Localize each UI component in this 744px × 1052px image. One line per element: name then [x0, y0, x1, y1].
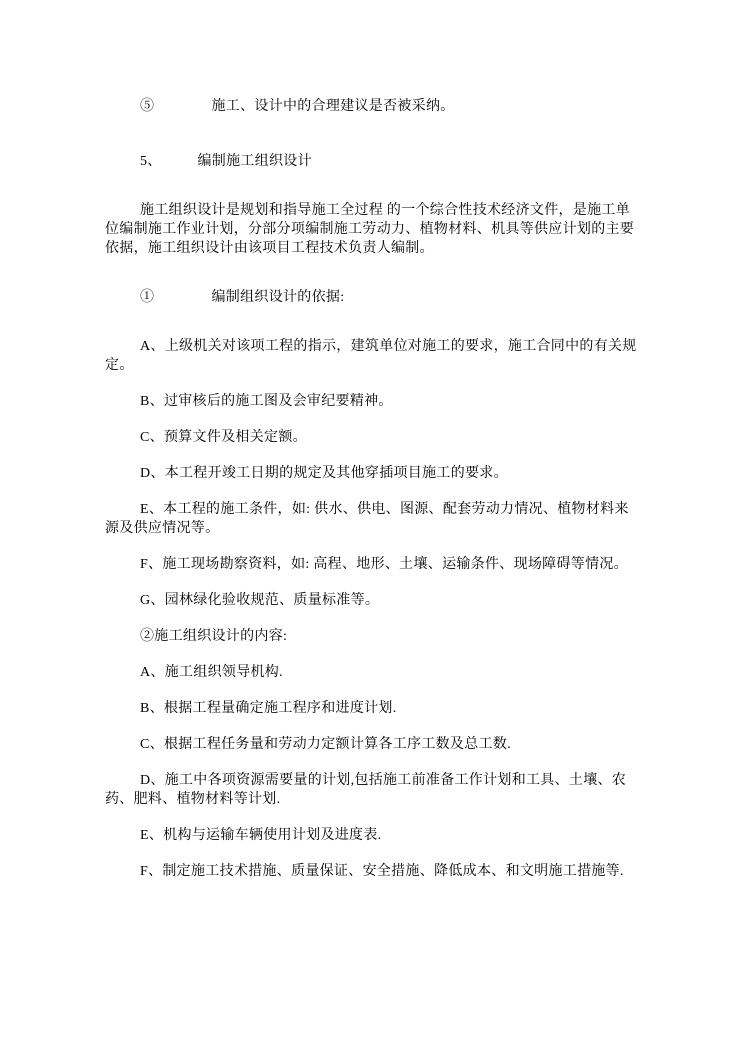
section-heading-5: 5、 编制施工组织设计	[140, 154, 312, 169]
basis-item-g: G、园林绿化验收规范、质量标准等。	[140, 593, 380, 608]
content-item-b: B、根据工程量确定施工程序和进度计划.	[140, 701, 397, 716]
basis-item-b: B、过审核后的施工图及会审纪要精神。	[140, 394, 393, 409]
content-item-c: C、根据工程任务量和劳动力定额计算各工序工数及总工数.	[140, 737, 511, 752]
clause-circle5: ⑤ 施工、设计中的合理建议是否被采纳。	[140, 99, 455, 114]
content-item-e: E、机构与运输车辆使用计划及进度表.	[140, 828, 382, 843]
basis-heading: ① 编制组织设计的依据:	[140, 290, 345, 305]
basis-item-a: A、上级机关对该项工程的指示，建筑单位对施工的要求，施工合同中的有关规定。	[105, 339, 637, 373]
content-heading: ②施工组织设计的内容:	[140, 629, 288, 644]
content-item-f: F、制定施工技术措施、质量保证、安全措施、降低成本、和文明施工措施等.	[140, 864, 624, 879]
content-item-d: D、施工中各项资源需要量的计划,包括施工前准备工作计划和工具、土壤、农药、肥料、植物材料等计划.	[105, 773, 627, 807]
intro-paragraph: 施工组织设计是规划和指导施工全过程 的一个综合性技术经济文件，是施工单位编制施工作业计划，分部分项编制施工劳动力、植物材料、机具等供应计划的主要依据，施工组织设计由该项目工程技术负责人编制。	[105, 203, 635, 256]
basis-item-e: E、本工程的施工条件，如: 供水、供电、图源、配套劳动力情况、植物材料来源及供应情况等。	[105, 502, 629, 536]
content-item-a: A、施工组织领导机构.	[140, 665, 283, 680]
basis-item-d: D、本工程开竣工日期的规定及其他穿插项目施工的要求。	[140, 466, 508, 481]
document-content	[105, 97, 641, 898]
basis-item-c: C、预算文件及相关定额。	[140, 430, 307, 445]
basis-item-f: F、施工现场勘察资料，如: 高程、地形、土壤、运输条件、现场障碍等情况。	[140, 557, 628, 572]
